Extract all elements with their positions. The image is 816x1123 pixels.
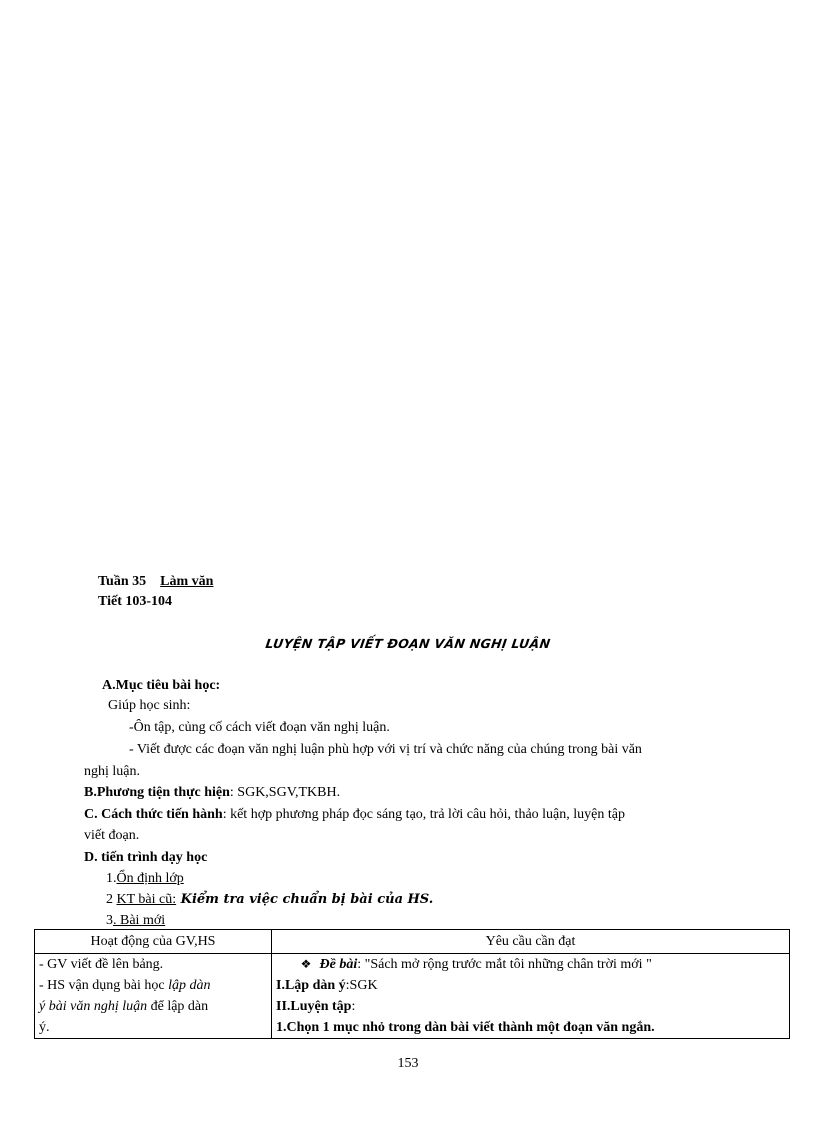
lap-dan-y-text: :SGK [345, 978, 378, 993]
period-label: Tiết 103-104 [98, 594, 173, 609]
section-b-heading: B.Phương tiện thực hiện [84, 785, 230, 800]
de-bai-line [276, 954, 785, 975]
table-header-row [35, 930, 790, 954]
de-bai-label: Đề bài [319, 957, 358, 972]
section-c-cont: viết đoạn. [84, 828, 140, 843]
requirements-cell [272, 954, 790, 1039]
section-c-heading: C. Cách thức tiến hành [84, 807, 223, 822]
step-2-num: 2 [106, 892, 117, 907]
step-3 [106, 911, 165, 931]
table-row [35, 954, 790, 1039]
section-a-item-2: - Viết được các đoạn văn nghị luận phù hợp với vị trí và chức năng của chúng trong bài văn [129, 742, 642, 757]
luyen-tap-label: II.Luyện tập [276, 999, 352, 1014]
section-b-content: : SGK,SGV,TKBH. [229, 785, 341, 800]
section-a-item-2-cont: nghị luận. [84, 764, 140, 779]
section-a-heading: A.Mục tiêu bài học: [102, 678, 221, 693]
step-3-num: 3 [106, 913, 113, 928]
lap-dan-y-line [276, 975, 785, 996]
step-2 [106, 890, 433, 910]
task-1: 1.Chọn 1 mục nhỏ trong dàn bài viết thành một đoạn văn ngắn. [276, 1020, 655, 1035]
section-a-intro: Giúp học sinh: [108, 698, 191, 713]
section-d-heading: D. tiến trình dạy học [84, 850, 208, 865]
activity-line-2: - HS vận dụng bài học lập dàn [39, 978, 211, 993]
col-header-activities: Hoạt động của GV,HS [35, 930, 272, 954]
lesson-title: LUYỆN TẬP VIẾT ĐOẠN VĂN NGHỊ LUẬN [264, 636, 552, 651]
activities-cell [35, 954, 272, 1039]
luyen-tap-text: : [351, 999, 356, 1014]
section-b [84, 783, 340, 803]
activity-line-4: ý. [39, 1020, 50, 1035]
step-2-content: Kiểm tra việc chuẩn bị bài của HS. [176, 892, 434, 907]
subject-label: Làm văn [160, 574, 214, 589]
diamond-bullet-icon: ❖ [300, 957, 312, 971]
section-c-content: : kết hợp phương pháp đọc sáng tạo, trả lời câu hỏi, thảo luận, luyện tập [222, 807, 625, 822]
section-c [84, 805, 625, 825]
lesson-header [98, 572, 213, 612]
step-1-label: Ổn định lớp [116, 871, 184, 886]
activity-line-3: ý bài văn nghị luận để lập dàn [39, 999, 209, 1014]
week-label: Tuần 35 [98, 574, 147, 589]
page-number: 153 [397, 1056, 419, 1071]
step-2-label: KT bài cũ: [116, 892, 177, 907]
luyen-tap-line [276, 996, 785, 1017]
col-header-requirements: Yêu cầu cần đạt [272, 930, 790, 954]
lap-dan-y-label: I.Lập dàn ý [276, 978, 346, 993]
step-3-label: . Bài mới [113, 913, 166, 928]
section-a-item-1: -Ôn tập, củng cố cách viết đoạn văn nghị luận. [129, 720, 390, 735]
activity-line-1: - GV viết đề lên bảng. [39, 957, 164, 972]
step-1-num: 1. [106, 871, 117, 886]
step-1 [106, 869, 184, 889]
de-bai-text: : "Sách mở rộng trước mắt tôi những chân trời mới " [357, 957, 652, 972]
lesson-table [34, 929, 790, 1039]
